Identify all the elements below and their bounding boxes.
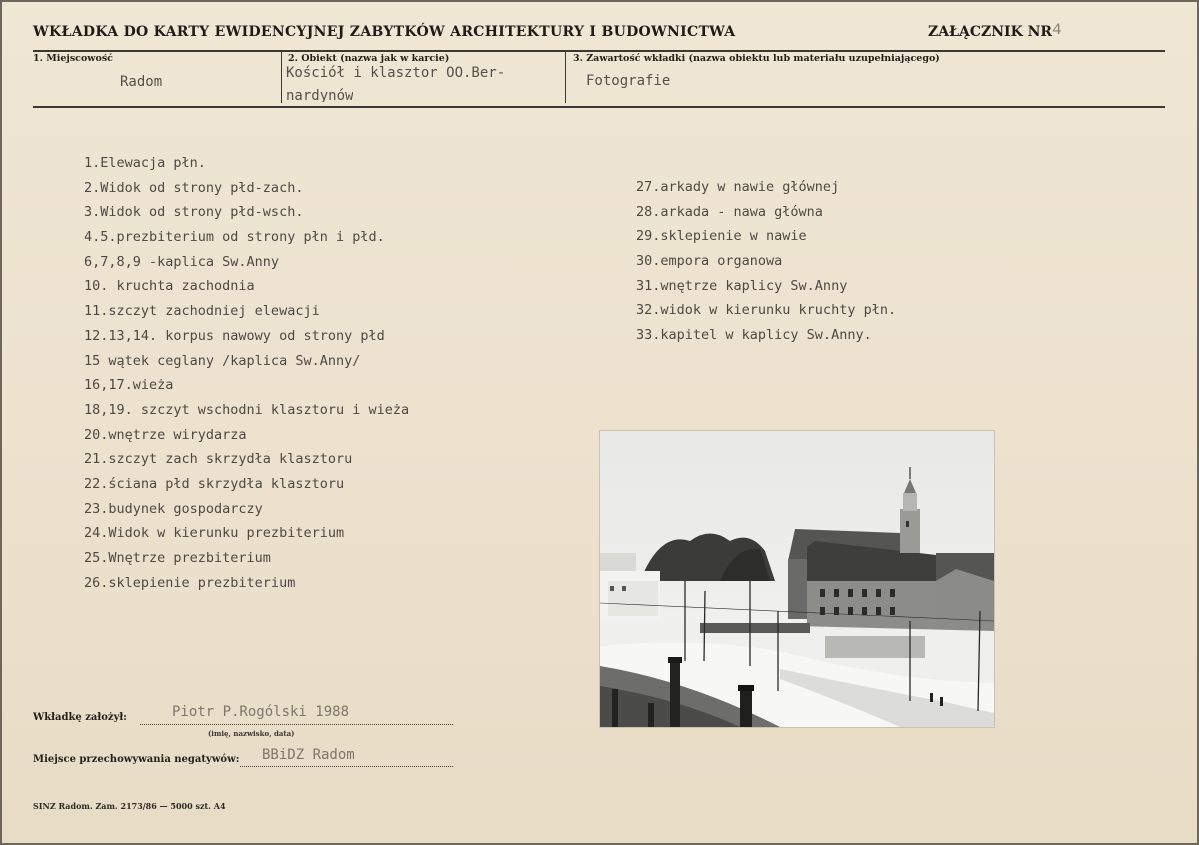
photo-list-right <box>636 175 896 348</box>
object-value-line1: Kościół i klasztor OO.Ber- <box>286 65 506 81</box>
storage-label: Miejsce przechowywania negatywów: <box>33 754 240 765</box>
list-item: 25.Wnętrze prezbiterium <box>84 550 271 566</box>
list-item: 31.wnętrze kaplicy Sw.Anny <box>636 277 848 294</box>
list-item: 32.widok w kierunku kruchty płn. <box>636 302 897 319</box>
locality-label: 1. Miejscowość <box>33 53 113 64</box>
annex-number: 4 <box>1052 21 1062 39</box>
storage-line <box>240 766 453 767</box>
list-item: 1.Elewacja płn. <box>84 155 206 171</box>
list-item: 20.wnętrze wirydarza <box>84 426 247 443</box>
contents-label: 3. Zawartość wkładki (nazwa obiektu lub materiału uzupełniającego) <box>573 53 940 64</box>
founder-label: Wkładkę założył: <box>33 712 127 723</box>
header-top-rule <box>33 50 1165 52</box>
list-item: 24.Widok w kierunku prezbiterium <box>84 525 345 542</box>
list-item: 15 wątek ceglany /kaplica Sw.Anny/ <box>84 352 361 369</box>
list-item: 6,7,8,9 -kaplica Sw.Anny <box>84 253 280 270</box>
list-item: 23.budynek gospodarczy <box>84 500 263 517</box>
locality-value: Radom <box>120 74 163 90</box>
column-divider-2 <box>565 50 566 103</box>
church-photo-image <box>600 431 994 727</box>
list-item: 18,19. szczyt wschodni klasztoru i wieża <box>84 401 410 418</box>
card-title: WKŁADKA DO KARTY EWIDENCYJNEJ ZABYTKÓW ARCHITEKTURY I BUDOWNICTWA <box>33 24 736 40</box>
founder-hint: (imię, nazwisko, data) <box>208 729 295 738</box>
list-item: 10. kruchta zachodnia <box>84 278 255 295</box>
list-item: 11.szczyt zachodniej elewacji <box>84 303 320 320</box>
object-value-line2: nardynów <box>286 88 354 102</box>
founder-line <box>140 724 453 725</box>
annex-label: ZAŁĄCZNIK NR <box>928 24 1053 40</box>
list-item: 26.sklepienie prezbiterium <box>84 574 296 591</box>
list-item: 3.Widok od strony płd-wsch. <box>84 204 304 221</box>
storage-value: BBiDZ Radom <box>262 747 355 763</box>
list-item: 12.13,14. korpus nawowy od strony płd <box>84 327 385 344</box>
list-item: 2.Widok od strony płd-zach. <box>84 179 304 196</box>
list-item: 22.ściana płd skrzydła klasztoru <box>84 475 345 492</box>
contents-value: Fotografie <box>586 73 671 89</box>
printer-note: SINZ Radom. Zam. 2173/86 — 5000 szt. A4 <box>33 801 226 811</box>
object-label: 2. Obiekt (nazwa jak w karcie) <box>288 53 450 64</box>
list-item: 16,17.wieża <box>84 377 174 394</box>
list-item: 30.empora organowa <box>636 253 783 270</box>
list-item: 4.5.prezbiterium od strony płn i płd. <box>84 229 385 246</box>
founder-value: Piotr P.Rogólski 1988 <box>172 704 350 720</box>
list-item: 33.kapitel w kaplicy Sw.Anny. <box>636 327 872 344</box>
list-item: 28.arkada - nawa główna <box>636 203 823 220</box>
list-item: 21.szczyt zach skrzydła klasztoru <box>84 451 353 468</box>
list-item: 27.arkady w nawie głównej <box>636 179 840 195</box>
attached-photograph <box>600 431 994 727</box>
column-divider-1 <box>281 50 282 103</box>
photo-list-left <box>84 151 409 595</box>
header-bottom-rule <box>33 106 1165 108</box>
list-item: 29.sklepienie w nawie <box>636 228 807 245</box>
